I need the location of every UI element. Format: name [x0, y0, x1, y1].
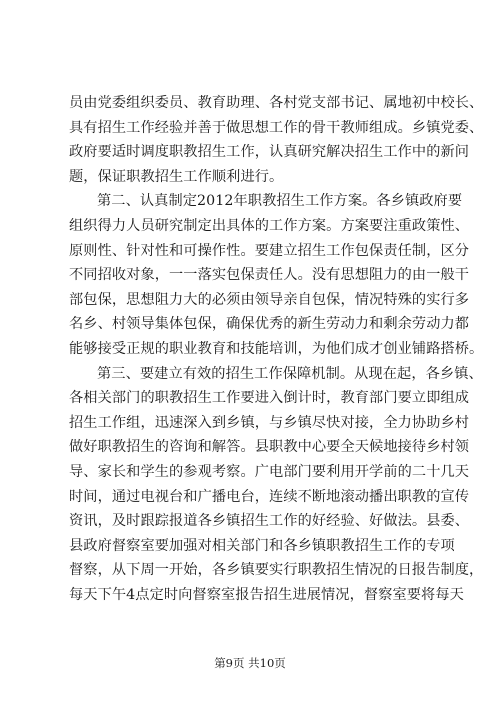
text-line: 不同招收对象，一一落实包保责任人。没有思想阻力的由一般干 [69, 267, 470, 284]
text-line: 第三、要建立有效的招生工作保障机制。从现在起，各乡镇、 [97, 365, 483, 382]
text-line: 组织得力人员研究制定出具体的工作方案。方案要注重政策性、 [69, 217, 470, 234]
text-line: 招生工作组，迅速深入到乡镇，与乡镇尽快对接，全力协助乡村 [69, 414, 470, 431]
text-line: 做好职教招生的咨询和解答。县职教中心要全天候地接待乡村领 [69, 439, 470, 456]
text-line: 能够接受正规的职业教育和技能培训，为他们成才创业铺路搭桥。 [69, 340, 484, 357]
text-line: 原则性、针对性和可操作性。要建立招生工作包保责任制，区分 [69, 242, 470, 259]
text-line: 具有招生工作经验并善于做思想工作的骨干教师组成。乡镇党委、 [69, 119, 484, 136]
text-line: 名乡、村领导集体包保，确保优秀的新生劳动力和剩余劳动力都 [69, 316, 470, 333]
text-line: 时间，通过电视台和广播电台，连续不断地滚动播出职教的宣传 [69, 488, 470, 505]
text-line: 员由党委组织委员、教育助理、各村党支部书记、属地初中校长、 [69, 95, 484, 111]
body-text [69, 91, 484, 607]
page-footer: 第9页 共10页 [214, 656, 286, 670]
text-line: 督察，从下周一开始，各乡镇要实行职教招生情况的日报告制度， [69, 562, 484, 579]
text-line: 资讯，及时跟踪报道各乡镇招生工作的好经验、好做法。县委、 [69, 513, 470, 530]
text-line: 导、家长和学生的参观考察。广电部门要利用开学前的二十几天 [69, 463, 470, 480]
text-line: 县政府督察室要加强对相关部门和各乡镇职教招生工作的专项 [69, 537, 455, 554]
text-line: 部包保，思想阻力大的必须由领导亲自包保，情况特殊的实行多 [69, 291, 470, 308]
text-line: 第二、认真制定2012年职教招生工作方案。各乡镇政府要 [97, 193, 463, 210]
text-line: 每天下午4点定时向督察室报告招生进展情况，督察室要将每天 [69, 586, 464, 603]
text-line: 政府要适时调度职教招生工作，认真研究解决招生工作中的新问 [69, 144, 470, 161]
text-line: 题，保证职教招生工作顺利进行。 [69, 168, 284, 185]
text-line: 各相关部门的职教招生工作要进入倒计时，教育部门要立即组成 [69, 390, 470, 407]
